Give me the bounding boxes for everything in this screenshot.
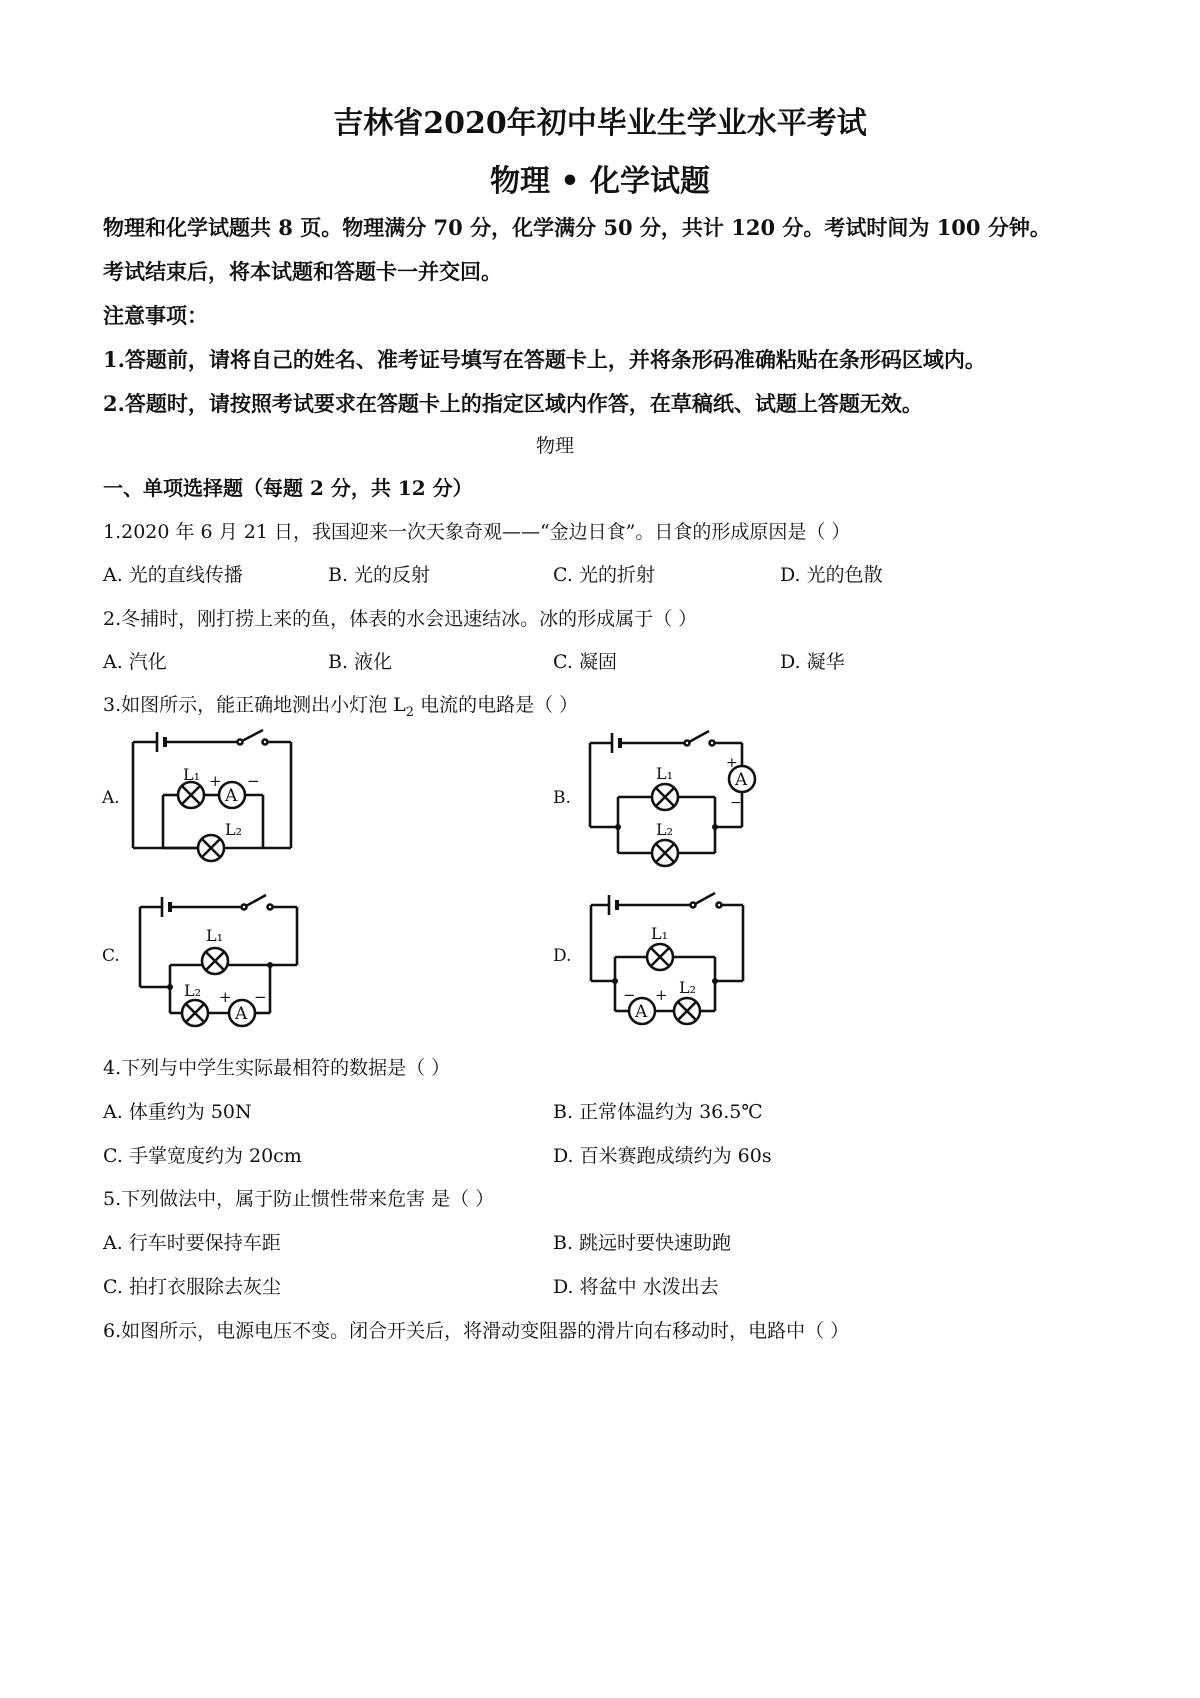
question-2-option-b: B. 液化 bbox=[328, 651, 393, 673]
question-3-option-a-label: A. bbox=[102, 788, 120, 808]
page-subtitle: 物理 • 化学试题 bbox=[489, 164, 711, 199]
question-5-stem: 5.下列做法中，属于防止惯性带来危害 是（ ） bbox=[103, 1188, 495, 1210]
question-3-stem bbox=[103, 690, 578, 720]
lamp-l1-label-d: L₁ bbox=[651, 924, 669, 943]
svg-text:+: + bbox=[219, 988, 232, 1006]
circuit-diagram-c bbox=[132, 895, 312, 1035]
section-heading-part1: 一、单项选择题（每题 2 分，共 12 分） bbox=[103, 476, 473, 500]
svg-text:+: + bbox=[209, 772, 222, 790]
notice-item-1: 1.答题前，请将自己的姓名、准考证号填写在答题卡上，并将条形码准确粘贴在条形码区域内。 bbox=[103, 347, 986, 372]
intro-line-1: 物理和化学试题共 8 页。物理满分 70 分，化学满分 50 分，共计 120 分。考试时间为 100 分钟。 bbox=[103, 215, 1051, 240]
lamp-l2-label-d: L₂ bbox=[679, 978, 697, 997]
ammeter-symbol-a: A bbox=[225, 786, 238, 806]
question-3-stem-suffix: 电流的电路是（ ） bbox=[414, 694, 579, 716]
question-2-option-c: C. 凝固 bbox=[553, 651, 617, 673]
question-2-stem: 2.冬捕时，刚打捞上来的鱼，体表的水会迅速结冰。冰的形成属于（ ） bbox=[103, 608, 698, 630]
question-4-option-a: A. 体重约为 50N bbox=[103, 1101, 252, 1123]
question-3-option-b-label: B. bbox=[553, 788, 571, 808]
svg-text:+: + bbox=[726, 755, 738, 771]
question-4-option-d: D. 百米赛跑成绩约为 60s bbox=[553, 1145, 772, 1167]
svg-text:+: + bbox=[655, 986, 668, 1004]
page-title: 吉林省2020年初中毕业生学业水平考试 bbox=[333, 106, 867, 141]
svg-text:−: − bbox=[623, 986, 636, 1004]
question-3-option-c-label: C. bbox=[102, 946, 120, 966]
lamp-l1-label-c: L₁ bbox=[206, 926, 224, 945]
ammeter-symbol-d: A bbox=[635, 1002, 648, 1022]
question-3-stem-prefix: 3.如图所示，能正确地测出小灯泡 L bbox=[103, 694, 406, 716]
lamp-l2-label-a: L₂ bbox=[225, 820, 243, 839]
question-5-option-d: D. 将盆中 水泼出去 bbox=[553, 1276, 719, 1298]
question-6-stem: 6.如图所示，电源电压不变。闭合开关后，将滑动变阻器的滑片向右移动时，电路中（ ） bbox=[103, 1320, 850, 1342]
question-5-option-c: C. 拍打衣服除去灰尘 bbox=[103, 1276, 281, 1298]
question-3-option-d-label: D. bbox=[553, 946, 572, 966]
question-1-option-a: A. 光的直线传播 bbox=[103, 564, 243, 586]
question-2-option-a: A. 汽化 bbox=[103, 651, 167, 673]
ammeter-symbol-b: A bbox=[735, 770, 748, 790]
lamp-l1-label-b: L₁ bbox=[656, 764, 674, 783]
question-5-option-b: B. 跳远时要快速助跑 bbox=[553, 1232, 732, 1254]
lamp-l2-label-b: L₂ bbox=[656, 820, 674, 839]
question-5-option-a: A. 行车时要保持车距 bbox=[103, 1232, 281, 1254]
svg-text:−: − bbox=[247, 772, 260, 790]
lamp-l1-label-a: L₁ bbox=[183, 765, 201, 784]
circuit-diagram-d bbox=[583, 893, 763, 1033]
svg-text:−: − bbox=[730, 795, 742, 811]
question-4-option-b: B. 正常体温约为 36.5℃ bbox=[553, 1101, 763, 1123]
question-1-option-c: C. 光的折射 bbox=[553, 564, 655, 586]
subject-heading: 物理 bbox=[535, 435, 574, 457]
question-4-option-c: C. 手掌宽度约为 20cm bbox=[103, 1145, 302, 1167]
question-1-option-d: D. 光的色散 bbox=[780, 564, 883, 586]
notice-item-2: 2.答题时，请按照考试要求在答题卡上的指定区域内作答，在草稿纸、试题上答题无效。 bbox=[103, 391, 923, 416]
intro-line-2: 考试结束后，将本试题和答题卡一并交回。 bbox=[103, 259, 502, 284]
question-1-stem: 1.2020 年 6 月 21 日，我国迎来一次天象奇观——“金边日食”。日食的形成原因是（ ） bbox=[103, 521, 851, 543]
question-3-stem-subscript: 2 bbox=[405, 704, 415, 720]
lamp-l2-label-c: L₂ bbox=[184, 981, 202, 1000]
question-2-option-d: D. 凝华 bbox=[780, 651, 845, 673]
circuit-diagram-a bbox=[125, 730, 305, 870]
ammeter-symbol-c: A bbox=[235, 1004, 248, 1024]
notice-title: 注意事项： bbox=[103, 303, 208, 328]
question-4-stem: 4.下列与中学生实际最相符的数据是（ ） bbox=[103, 1057, 451, 1079]
circuit-diagram-b bbox=[582, 735, 762, 870]
svg-text:−: − bbox=[254, 988, 267, 1006]
question-1-option-b: B. 光的反射 bbox=[328, 564, 431, 586]
